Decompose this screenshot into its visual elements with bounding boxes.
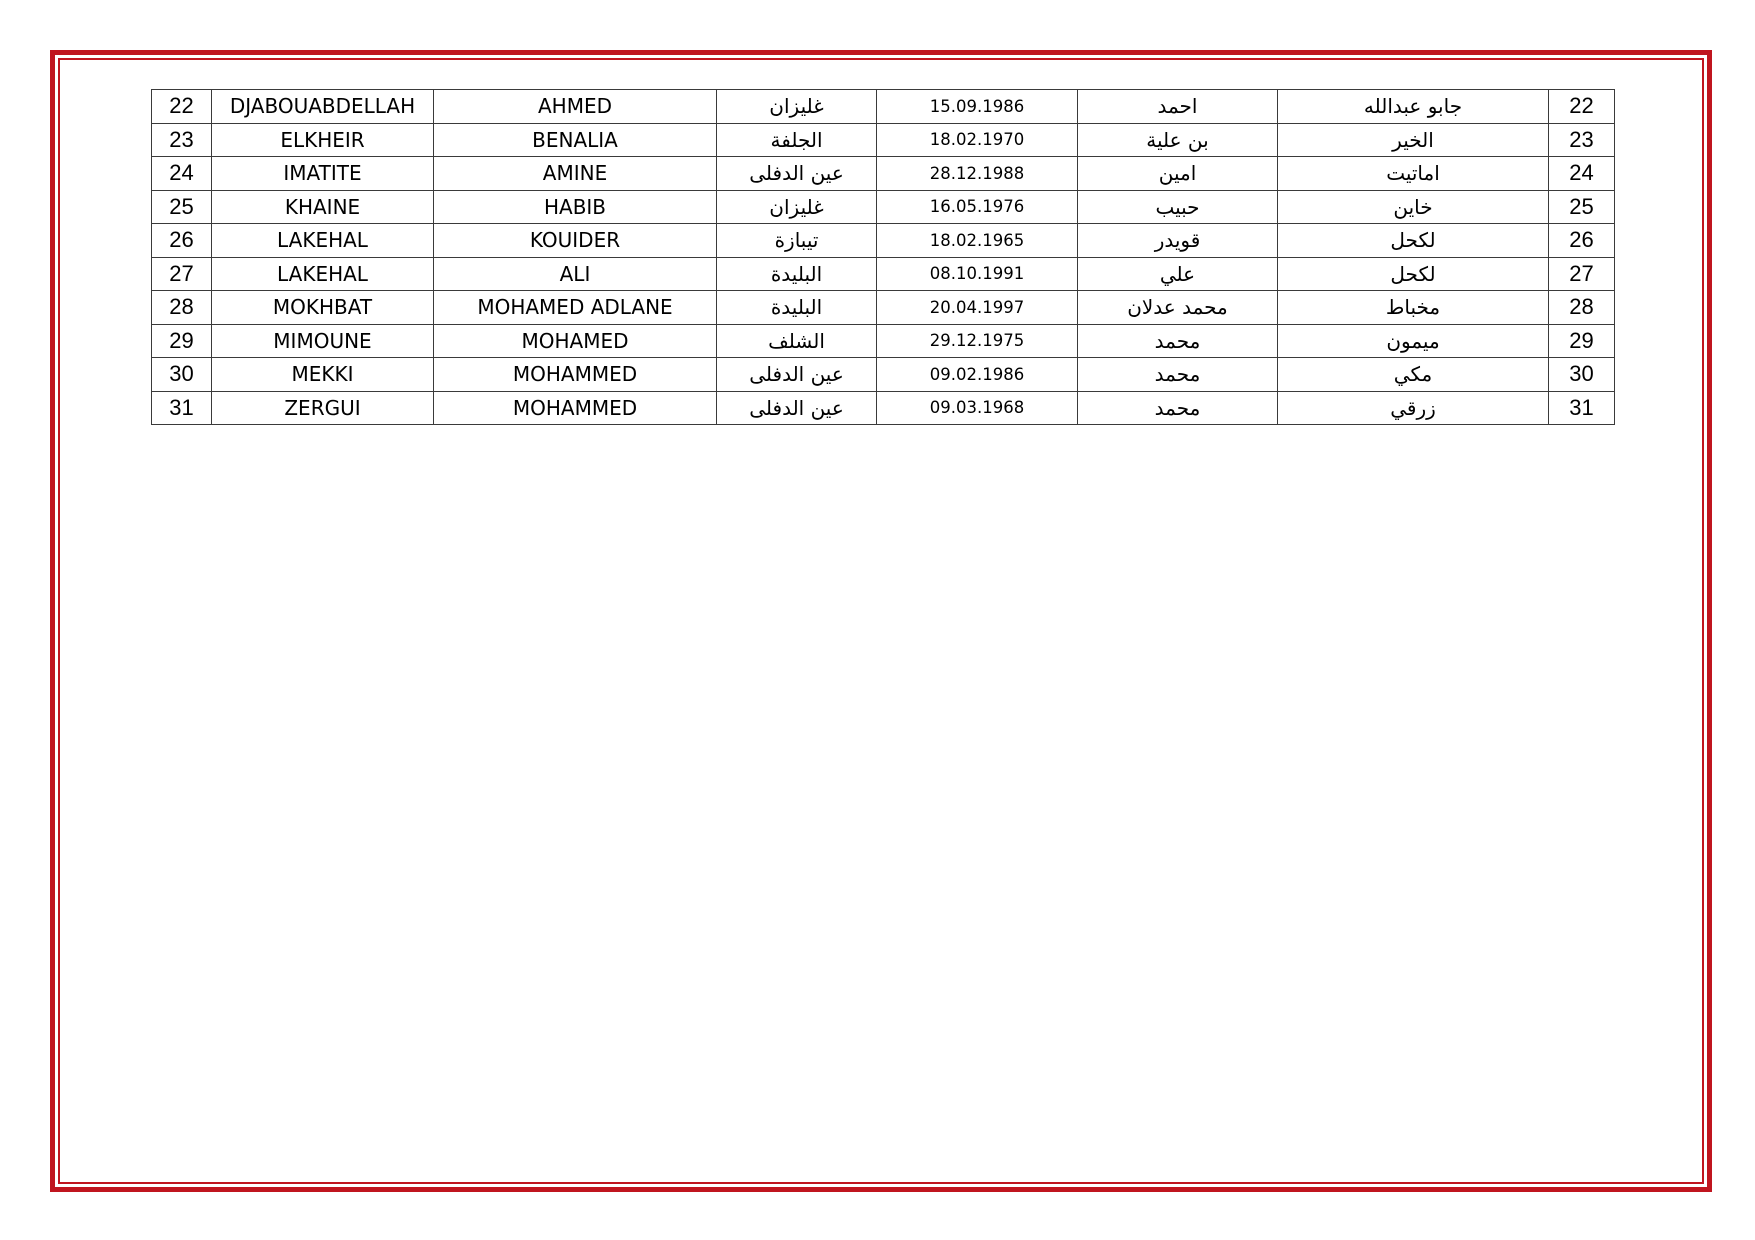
birthplace-arabic-cell: البليدة — [717, 257, 877, 291]
row-number-arabic-side-cell: 29 — [1549, 324, 1615, 358]
surname-arabic-cell: جابو عبدالله — [1278, 90, 1549, 124]
firstname-latin-cell: MOHAMED ADLANE — [434, 291, 717, 325]
row-number-cell: 26 — [152, 224, 212, 258]
firstname-arabic-cell: احمد — [1078, 90, 1278, 124]
firstname-latin-cell: AHMED — [434, 90, 717, 124]
table-row — [152, 324, 1615, 358]
birthplace-arabic-cell: تيبازة — [717, 224, 877, 258]
surname-arabic-cell: خاين — [1278, 190, 1549, 224]
firstname-arabic-cell: محمد — [1078, 358, 1278, 392]
row-number-cell: 29 — [152, 324, 212, 358]
birth-date-cell: 29.12.1975 — [877, 324, 1078, 358]
surname-latin-cell: MEKKI — [212, 358, 434, 392]
surname-arabic-cell: مخباط — [1278, 291, 1549, 325]
birth-date-cell: 28.12.1988 — [877, 157, 1078, 191]
birthplace-arabic-cell: الشلف — [717, 324, 877, 358]
table-row — [152, 291, 1615, 325]
surname-latin-cell: LAKEHAL — [212, 257, 434, 291]
surname-latin-cell: IMATITE — [212, 157, 434, 191]
birthplace-arabic-cell: غليزان — [717, 190, 877, 224]
birth-date-cell: 09.02.1986 — [877, 358, 1078, 392]
firstname-arabic-cell: قويدر — [1078, 224, 1278, 258]
firstname-latin-cell: MOHAMMED — [434, 358, 717, 392]
firstname-arabic-cell: امين — [1078, 157, 1278, 191]
surname-latin-cell: MOKHBAT — [212, 291, 434, 325]
surname-latin-cell: MIMOUNE — [212, 324, 434, 358]
table-row — [152, 157, 1615, 191]
table-row — [152, 224, 1615, 258]
row-number-arabic-side-cell: 22 — [1549, 90, 1615, 124]
surname-arabic-cell: مكي — [1278, 358, 1549, 392]
firstname-latin-cell: KOUIDER — [434, 224, 717, 258]
surname-latin-cell: LAKEHAL — [212, 224, 434, 258]
row-number-arabic-side-cell: 23 — [1549, 123, 1615, 157]
surname-arabic-cell: لكحل — [1278, 257, 1549, 291]
row-number-arabic-side-cell: 24 — [1549, 157, 1615, 191]
firstname-arabic-cell: حبيب — [1078, 190, 1278, 224]
row-number-arabic-side-cell: 27 — [1549, 257, 1615, 291]
row-number-arabic-side-cell: 25 — [1549, 190, 1615, 224]
birthplace-arabic-cell: عين الدفلى — [717, 391, 877, 425]
row-number-cell: 28 — [152, 291, 212, 325]
firstname-latin-cell: HABIB — [434, 190, 717, 224]
firstname-arabic-cell: بن علية — [1078, 123, 1278, 157]
row-number-arabic-side-cell: 28 — [1549, 291, 1615, 325]
birth-date-cell: 18.02.1965 — [877, 224, 1078, 258]
roster-table — [151, 89, 1615, 425]
surname-latin-cell: ZERGUI — [212, 391, 434, 425]
roster-body — [152, 90, 1615, 425]
surname-arabic-cell: الخير — [1278, 123, 1549, 157]
surname-latin-cell: DJABOUABDELLAH — [212, 90, 434, 124]
surname-arabic-cell: ميمون — [1278, 324, 1549, 358]
row-number-cell: 30 — [152, 358, 212, 392]
firstname-latin-cell: BENALIA — [434, 123, 717, 157]
firstname-arabic-cell: محمد — [1078, 324, 1278, 358]
table-row — [152, 257, 1615, 291]
row-number-arabic-side-cell: 30 — [1549, 358, 1615, 392]
firstname-arabic-cell: علي — [1078, 257, 1278, 291]
row-number-cell: 23 — [152, 123, 212, 157]
birthplace-arabic-cell: البليدة — [717, 291, 877, 325]
table-row — [152, 90, 1615, 124]
row-number-cell: 27 — [152, 257, 212, 291]
firstname-arabic-cell: محمد — [1078, 391, 1278, 425]
birth-date-cell: 15.09.1986 — [877, 90, 1078, 124]
firstname-latin-cell: AMINE — [434, 157, 717, 191]
firstname-latin-cell: MOHAMMED — [434, 391, 717, 425]
table-row — [152, 358, 1615, 392]
birth-date-cell: 09.03.1968 — [877, 391, 1078, 425]
row-number-arabic-side-cell: 31 — [1549, 391, 1615, 425]
row-number-cell: 31 — [152, 391, 212, 425]
birth-date-cell: 16.05.1976 — [877, 190, 1078, 224]
row-number-cell: 22 — [152, 90, 212, 124]
surname-arabic-cell: زرقي — [1278, 391, 1549, 425]
firstname-latin-cell: ALI — [434, 257, 717, 291]
birthplace-arabic-cell: غليزان — [717, 90, 877, 124]
surname-arabic-cell: اماتيت — [1278, 157, 1549, 191]
firstname-arabic-cell: محمد عدلان — [1078, 291, 1278, 325]
birth-date-cell: 20.04.1997 — [877, 291, 1078, 325]
firstname-latin-cell: MOHAMED — [434, 324, 717, 358]
row-number-cell: 25 — [152, 190, 212, 224]
birth-date-cell: 08.10.1991 — [877, 257, 1078, 291]
table-row — [152, 123, 1615, 157]
surname-latin-cell: ELKHEIR — [212, 123, 434, 157]
row-number-cell: 24 — [152, 157, 212, 191]
surname-arabic-cell: لكحل — [1278, 224, 1549, 258]
table-row — [152, 190, 1615, 224]
table-row — [152, 391, 1615, 425]
surname-latin-cell: KHAINE — [212, 190, 434, 224]
birthplace-arabic-cell: الجلفة — [717, 123, 877, 157]
birthplace-arabic-cell: عين الدفلى — [717, 358, 877, 392]
birthplace-arabic-cell: عين الدفلى — [717, 157, 877, 191]
row-number-arabic-side-cell: 26 — [1549, 224, 1615, 258]
birth-date-cell: 18.02.1970 — [877, 123, 1078, 157]
